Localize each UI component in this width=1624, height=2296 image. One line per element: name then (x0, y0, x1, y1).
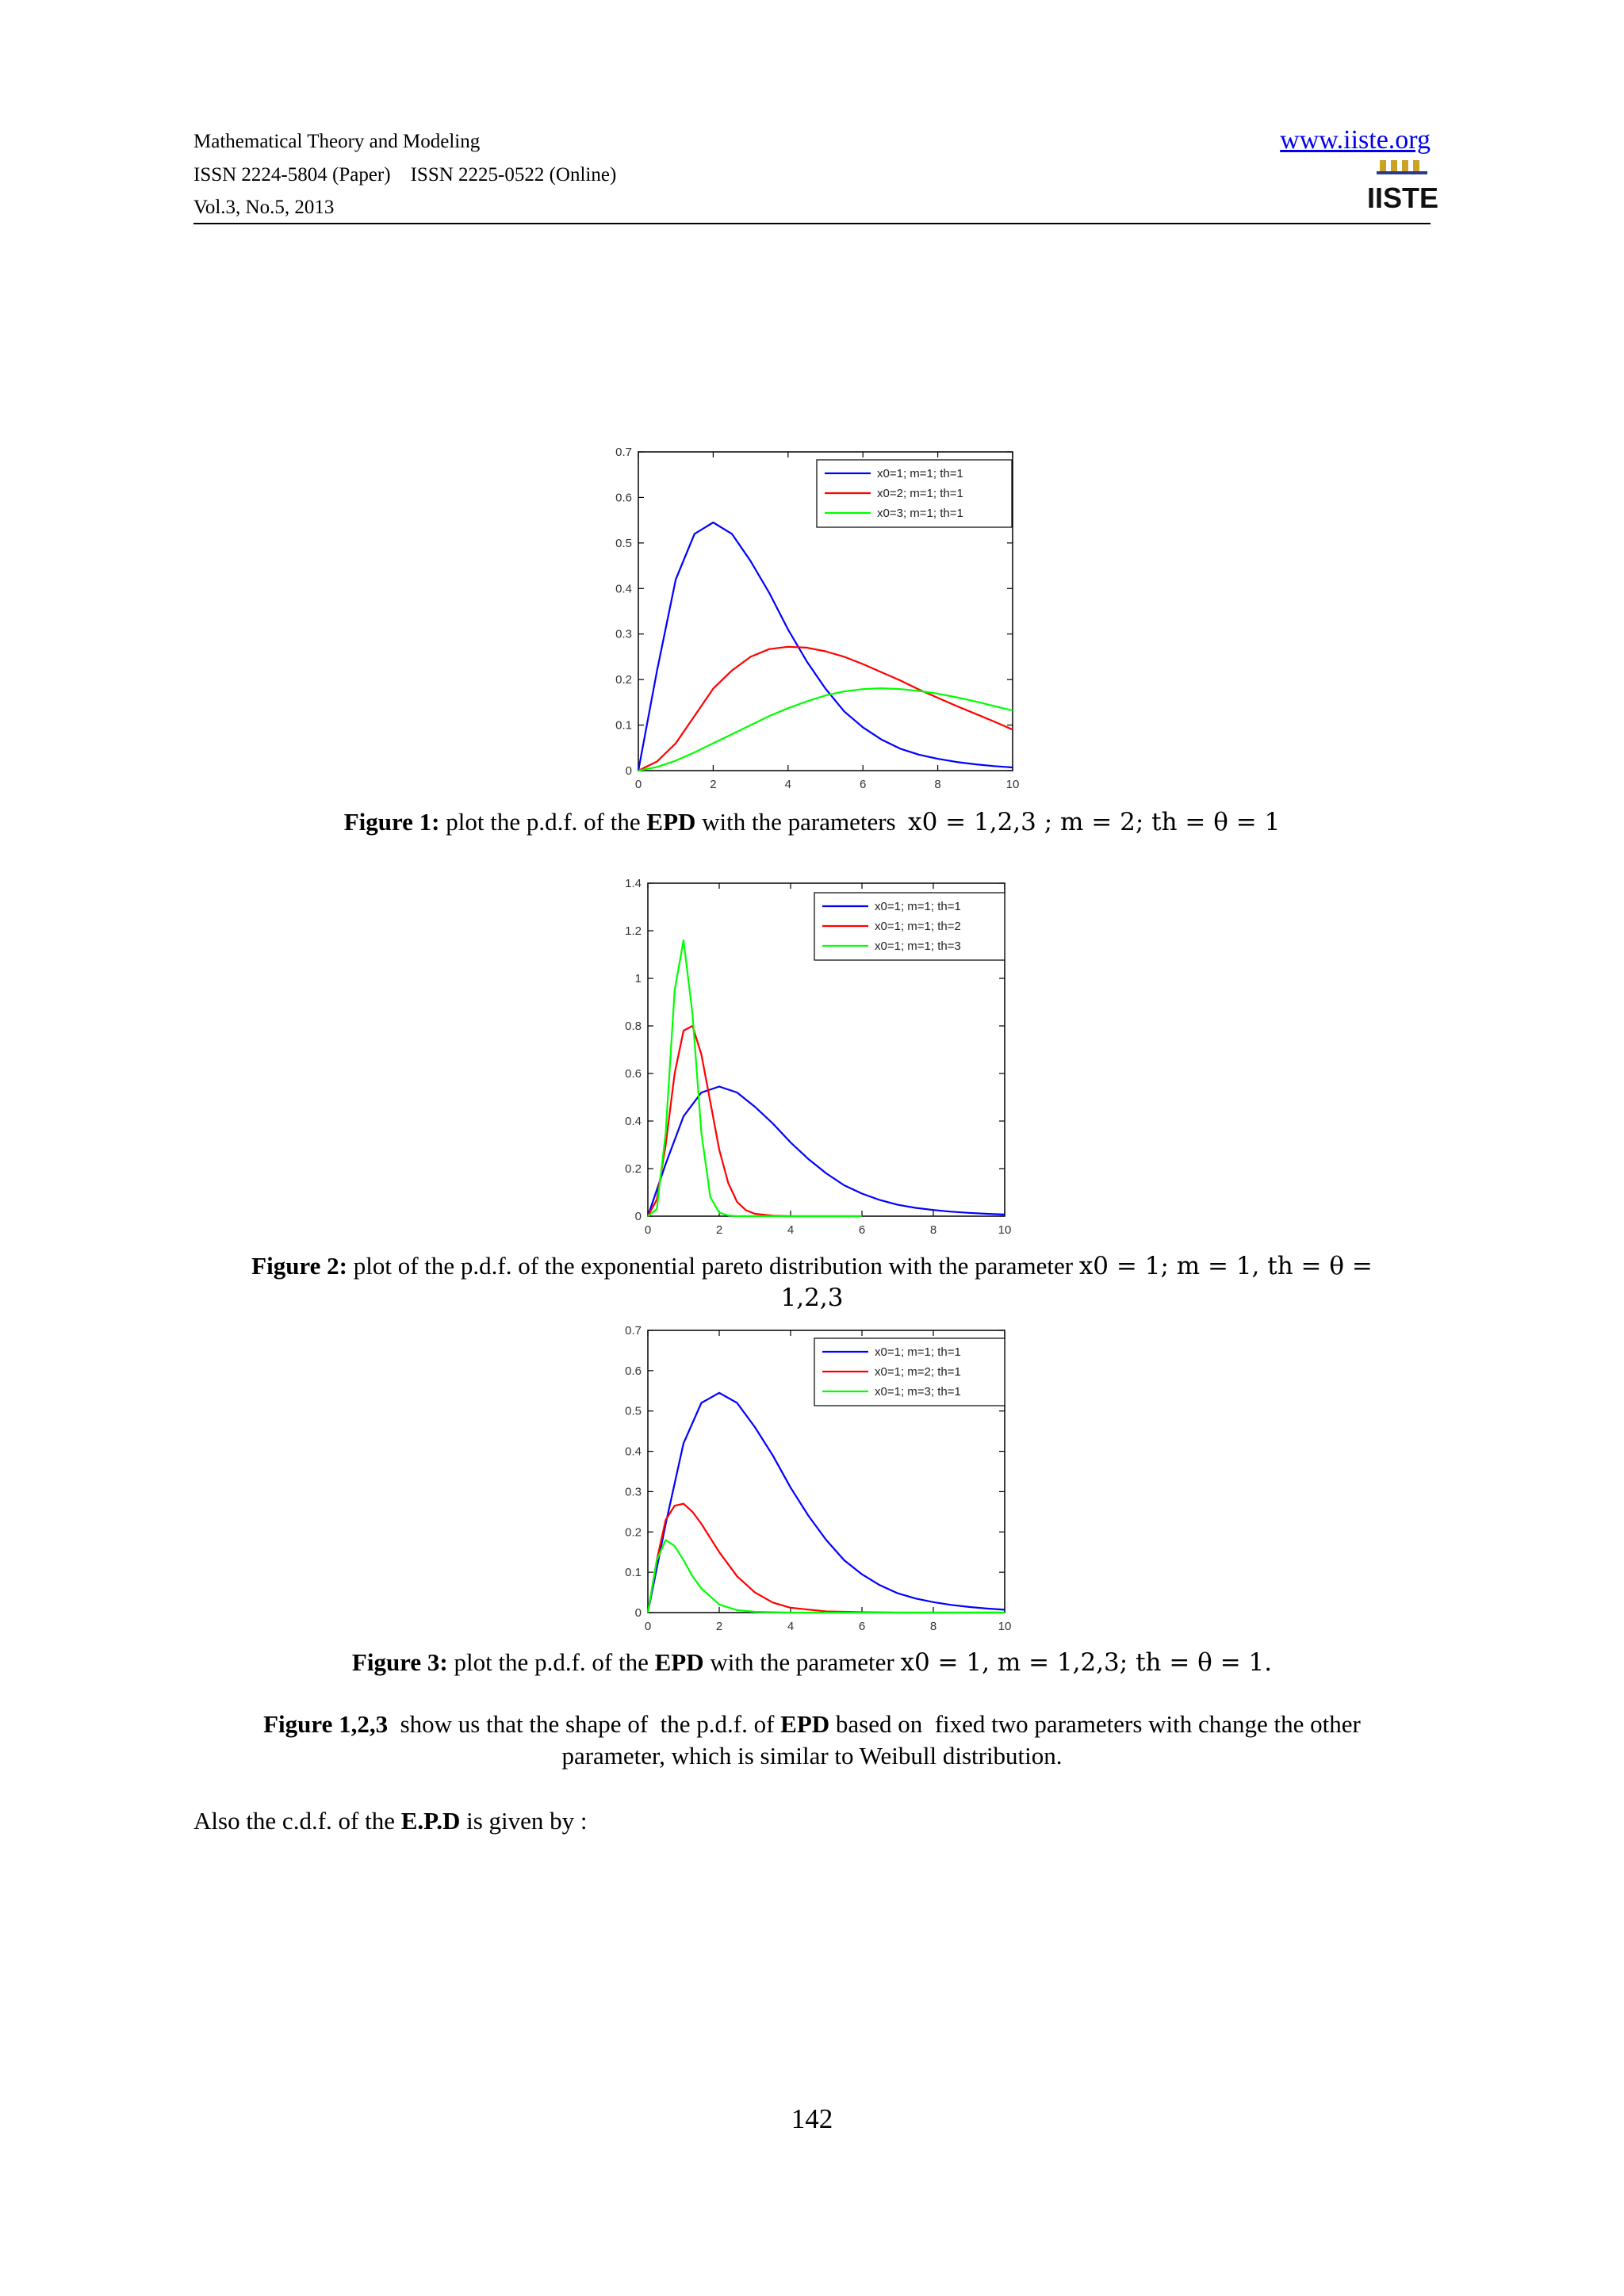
chart-1-ytick-label: 0 (625, 764, 632, 778)
figure-3-params: x0 = 1, m = 1,2,3; th = θ = 1. (900, 1648, 1273, 1677)
chart-2-ytick-label: 0.8 (625, 1020, 642, 1033)
chart-2-legend-label: x0=1; m=1; th=1 (875, 900, 961, 913)
chart-3-xtick-label: 8 (929, 1620, 937, 1633)
figure-1-params: x0 = 1,2,3 ; m = 2; th = θ = 1 (908, 808, 1281, 836)
figure-1-caption: Figure 1: plot the p.d.f. of the EPD with the parameters x0 = 1,2,3 ; m = 2; th = θ = 1 (343, 808, 1281, 836)
chart-3-svg (591, 1322, 1011, 1640)
chart-2-legend-label: x0=1; m=1; th=3 (875, 939, 961, 953)
chart-3-ytick-label: 0.3 (625, 1485, 642, 1499)
chart-2-xtick-label: 10 (998, 1223, 1012, 1237)
chart-1-xtick-label: 0 (634, 778, 642, 791)
chart-2-xtick-label: 2 (715, 1223, 723, 1237)
chart-2-xtick-label: 6 (858, 1223, 866, 1237)
chart-1-xtick-label: 8 (934, 778, 941, 791)
iiste-logo (1366, 159, 1439, 214)
chart-2-ytick-label: 1.2 (625, 924, 642, 938)
chart-2-ytick-label: 1.4 (625, 877, 642, 890)
chart-3-ytick-label: 0.7 (625, 1324, 642, 1337)
chart-1-legend-label: x0=3; m=1; th=1 (877, 507, 963, 520)
chart-1-xtick-label: 4 (784, 778, 791, 791)
chart-3-ytick-label: 0 (634, 1606, 642, 1620)
chart-3-xtick-label: 0 (644, 1620, 652, 1633)
logo-text: IISTE (1366, 182, 1439, 214)
chart-3-ytick-label: 0.6 (625, 1364, 642, 1378)
chart-3-ytick-label: 0.4 (625, 1445, 642, 1459)
chart-2-ytick-label: 0.2 (625, 1162, 642, 1176)
chart-1-ytick-label: 0.2 (615, 673, 632, 687)
chart-3-legend-label: x0=1; m=1; th=1 (875, 1345, 961, 1359)
chart-1-legend-label: x0=1; m=1; th=1 (877, 467, 963, 480)
figure-1-label: Figure 1: (343, 808, 440, 836)
chart-3-xtick-label: 10 (998, 1620, 1012, 1633)
chart-1-ytick-label: 0.5 (615, 536, 632, 550)
chart-1-xtick-label: 2 (710, 778, 717, 791)
chart-3-xtick-label: 4 (787, 1620, 795, 1633)
chart-3-xtick-label: 2 (715, 1620, 723, 1633)
chart-2-ytick-label: 1 (634, 972, 642, 985)
chart-3-legend-label: x0=1; m=3; th=1 (875, 1385, 961, 1399)
figure-3-caption: Figure 3: plot the p.d.f. of the EPD with the parameter x0 = 1, m = 1,2,3; th = θ = 1. (351, 1648, 1273, 1677)
chart-3-ytick-label: 0.1 (625, 1566, 642, 1580)
figure-2-caption: Figure 2: plot of the p.d.f. of the exponential pareto distribution with the parameter x0 = 1; m = 1, th = θ = 1,2,3 (251, 1252, 1373, 1312)
chart-1-ytick-label: 0.6 (615, 491, 632, 505)
chart-3-ytick-label: 0.5 (625, 1404, 642, 1418)
paragraph-cdf-intro: Also the c.d.f. of the E.P.D is given by : (193, 1807, 588, 1835)
paragraph-figures-summary: Figure 1,2,3 show us that the shape of the p.d.f. of EPD based on fixed two parameters with change the other parameter, which is similar to Weibull distribution. (263, 1710, 1361, 1770)
issn-line: ISSN 2224-5804 (Paper) ISSN 2225-0522 (Online) (193, 164, 617, 186)
page-number: 142 (791, 2103, 833, 2134)
chart-1-xtick-label: 6 (860, 778, 867, 791)
chart-1-ytick-label: 0.1 (615, 718, 632, 733)
header-rule (193, 223, 1431, 224)
chart-1-ytick-label: 0.7 (615, 446, 632, 459)
figure-2-params: x0 = 1; m = 1, th = θ = (1078, 1252, 1373, 1280)
chart-1-svg (591, 442, 1019, 799)
chart-2-ytick-label: 0.6 (625, 1067, 642, 1081)
chart-2-ytick-label: 0.4 (625, 1115, 642, 1128)
figure-2-label: Figure 2: (251, 1252, 347, 1280)
chart-1-xtick-label: 10 (1005, 778, 1020, 791)
chart-2-xtick-label: 8 (929, 1223, 937, 1237)
figure-3-chart (591, 1322, 1011, 1640)
chart-1-ytick-label: 0.3 (615, 627, 632, 641)
volume-line: Vol.3, No.5, 2013 (193, 197, 335, 218)
chart-2-legend-label: x0=1; m=1; th=2 (875, 920, 961, 933)
chart-2-svg (591, 872, 1011, 1245)
chart-3-legend-label: x0=1; m=2; th=1 (875, 1365, 961, 1379)
chart-3-ytick-label: 0.2 (625, 1525, 642, 1540)
chart-2-ytick-label: 0 (634, 1210, 642, 1223)
figure-2-chart (591, 872, 1011, 1245)
figure-3-label: Figure 3: (351, 1648, 448, 1676)
chart-1-legend-label: x0=2; m=1; th=1 (877, 487, 963, 500)
chart-2-xtick-label: 4 (787, 1223, 795, 1237)
figure-1-chart (591, 442, 1019, 799)
website-link[interactable]: www.iiste.org (1280, 125, 1431, 155)
chart-3-xtick-label: 6 (858, 1620, 866, 1633)
chart-2-xtick-label: 0 (644, 1223, 652, 1237)
journal-name: Mathematical Theory and Modeling (193, 131, 481, 152)
chart-1-ytick-label: 0.4 (615, 582, 632, 596)
